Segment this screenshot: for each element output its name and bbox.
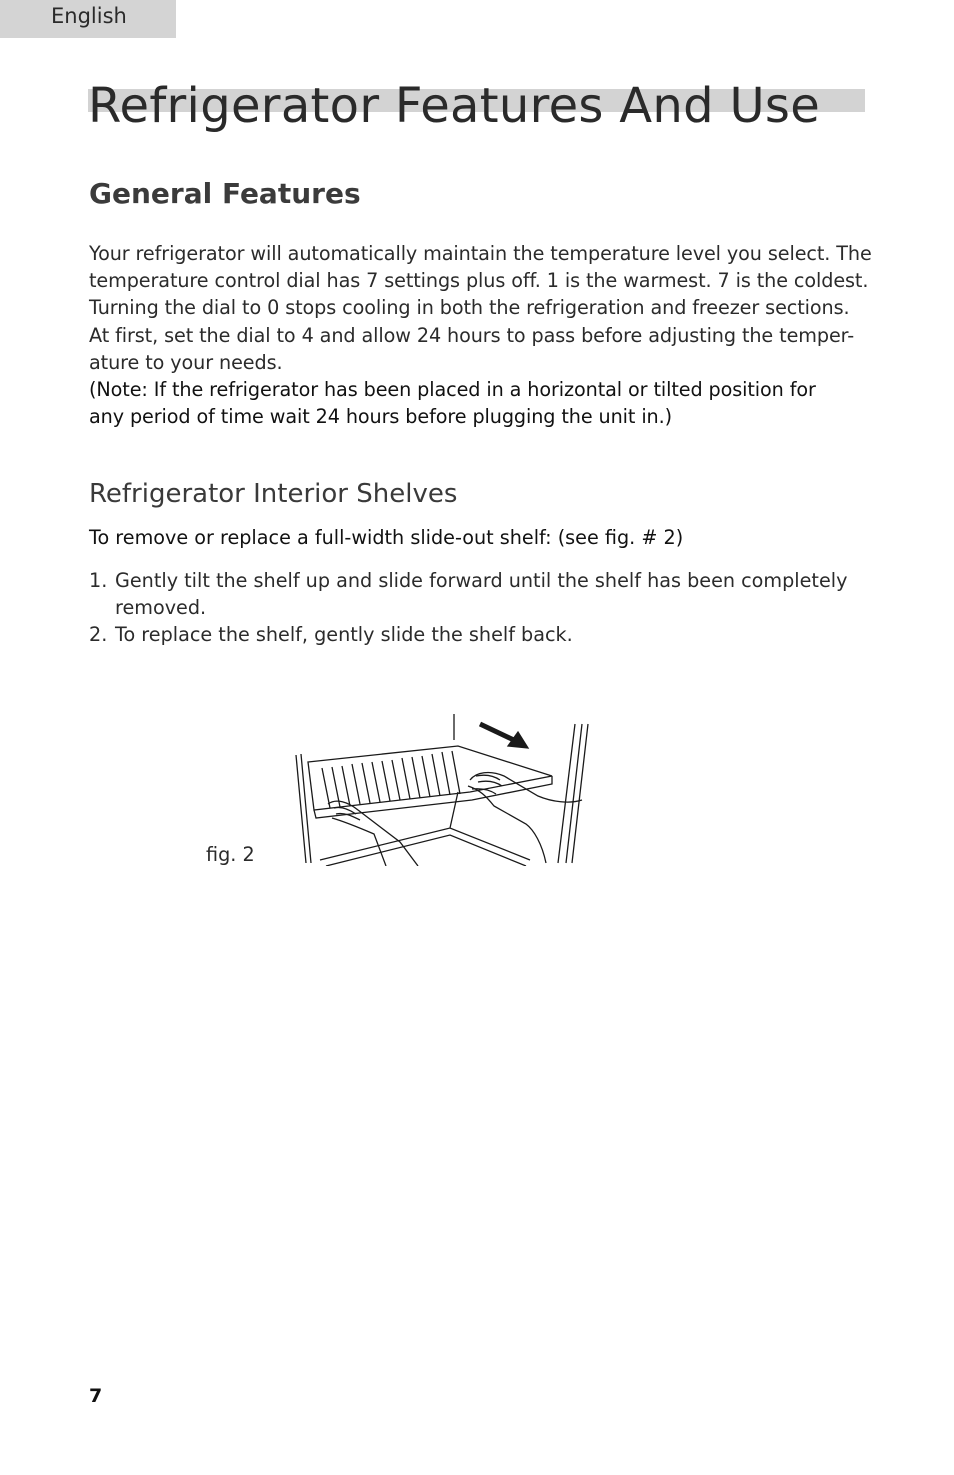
shelf-steps-list [89,567,879,649]
language-tab [0,0,176,38]
page-number: 7 [89,1385,103,1407]
page-title: Refrigerator Features And Use [88,78,821,134]
language-label: English [51,4,127,28]
step-text-line: removed. [115,596,207,620]
paragraph-line: Turning the dial to 0 stops cooling in both the refrigeration and freezer sections. [89,296,850,320]
step-text-line: To replace the shelf, gently slide the shelf back. [115,623,573,647]
note-line: (Note: If the refrigerator has been placed in a horizontal or tilted position for [89,378,816,402]
figure-label: fig. 2 [206,843,255,866]
step-number: 1. [89,569,108,592]
paragraph-line: At first, set the dial to 4 and allow 24 hours to pass before adjusting the temper- [89,323,855,347]
list-item [89,567,879,621]
general-features-paragraph [89,240,879,430]
paragraph-line: Your refrigerator will automatically maintain the temperature level you select. The [89,242,872,265]
paragraph-line: ature to your needs. [89,350,283,374]
section-heading-general-features: General Features [89,177,361,210]
list-item [89,621,879,648]
section-heading-interior-shelves: Refrigerator Interior Shelves [89,479,458,509]
shelf-removal-illustration [290,710,600,866]
paragraph-line: temperature control dial has 7 settings plus off. 1 is the warmest. 7 is the coldest. [89,269,869,293]
step-number: 2. [89,623,108,647]
note-line: any period of time wait 24 hours before plugging the unit in.) [89,405,672,429]
shelf-instructions-intro: To remove or replace a full-width slide-out shelf: (see fig. # 2) [89,526,684,549]
step-text-line: Gently tilt the shelf up and slide forward until the shelf has been completely [115,569,848,592]
